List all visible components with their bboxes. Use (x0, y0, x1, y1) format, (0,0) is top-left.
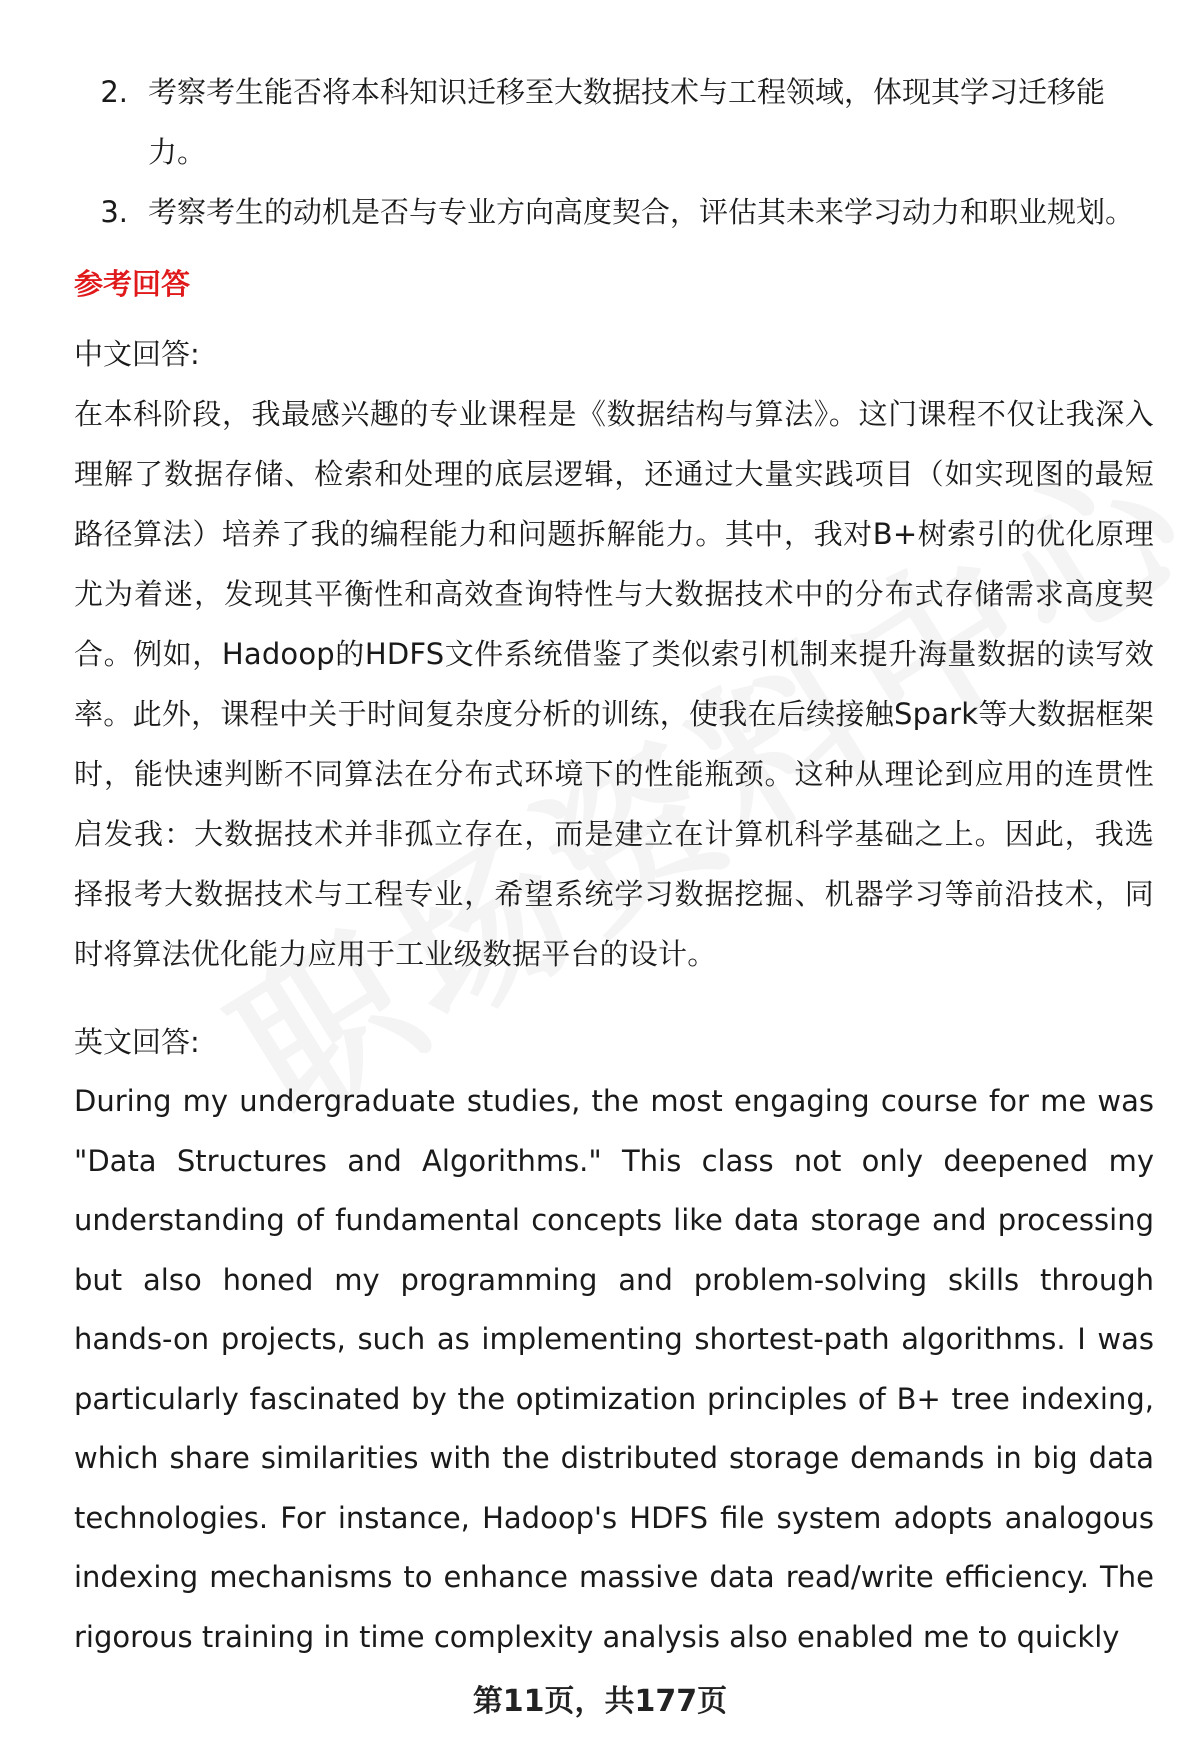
list-item-number: 2. (100, 75, 128, 109)
list-item-number: 3. (100, 195, 128, 229)
english-answer-label: 英文回答: (74, 1025, 200, 1059)
list-item (74, 182, 1154, 242)
chinese-answer-body: 在本科阶段，我最感兴趣的专业课程是《数据结构与算法》。这门课程不仅让我深入理解了数据存储、检索和处理的底层逻辑，还通过大量实践项目（如实现图的最短路径算法）培养了我的编程能力和问题拆解能力。其中，我对B+树索引的优化原理尤为着迷，发现其平衡性和高效查询特性与大数据技术中的分布式存储需求高度契合。例如，Hadoop的HDFS文件系统借鉴了类似索引机制来提升海量数据的读写效率。此外，课程中关于时间复杂度分析的训练，使我在后续接触Spark等大数据框架时，能快速判断不同算法在分布式环境下的性能瓶颈。这种从理论到应用的连贯性启发我：大数据技术并非孤立存在，而是建立在计算机科学基础之上。因此，我选择报考大数据技术与工程专业，希望系统学习数据挖掘、机器学习等前沿技术，同时将算法优化能力应用于工业级数据平台的设计。 (74, 397, 1154, 971)
chinese-answer-label: 中文回答: (74, 337, 200, 371)
reference-answer-heading: 参考回答 (74, 267, 191, 301)
evaluation-list (74, 62, 1154, 242)
list-item-text: 考察考生能否将本科知识迁移至大数据技术与工程领域，体现其学习迁移能力。 (148, 75, 1106, 169)
page-content (74, 62, 1154, 1667)
page-number-footer: 第11页，共177页 (472, 1684, 728, 1719)
list-item-text: 考察考生的动机是否与专业方向高度契合，评估其未来学习动力和职业规划。 (148, 195, 1135, 229)
english-answer-body: During my undergraduate studies, the most engaging course for me was "Data Structures and Algorithms." This class not only deepened my understanding of fundamental concepts like data storage and processing but also honed my programming and problem-solving skills through hands-on projects, such as implementing shortest-path algorithms. I was particularly fascinated by the optimization principles of B+ tree indexing, which share similarities with the distributed storage demands in big data technologies. For instance, Hadoop's HDFS file system adopts analogous indexing mechanisms to enhance massive data read/write efficiency. The rigorous training in time complexity analysis also enabled me to quickly (74, 1084, 1154, 1654)
section-spacer (74, 984, 1154, 1012)
list-item (74, 62, 1154, 182)
